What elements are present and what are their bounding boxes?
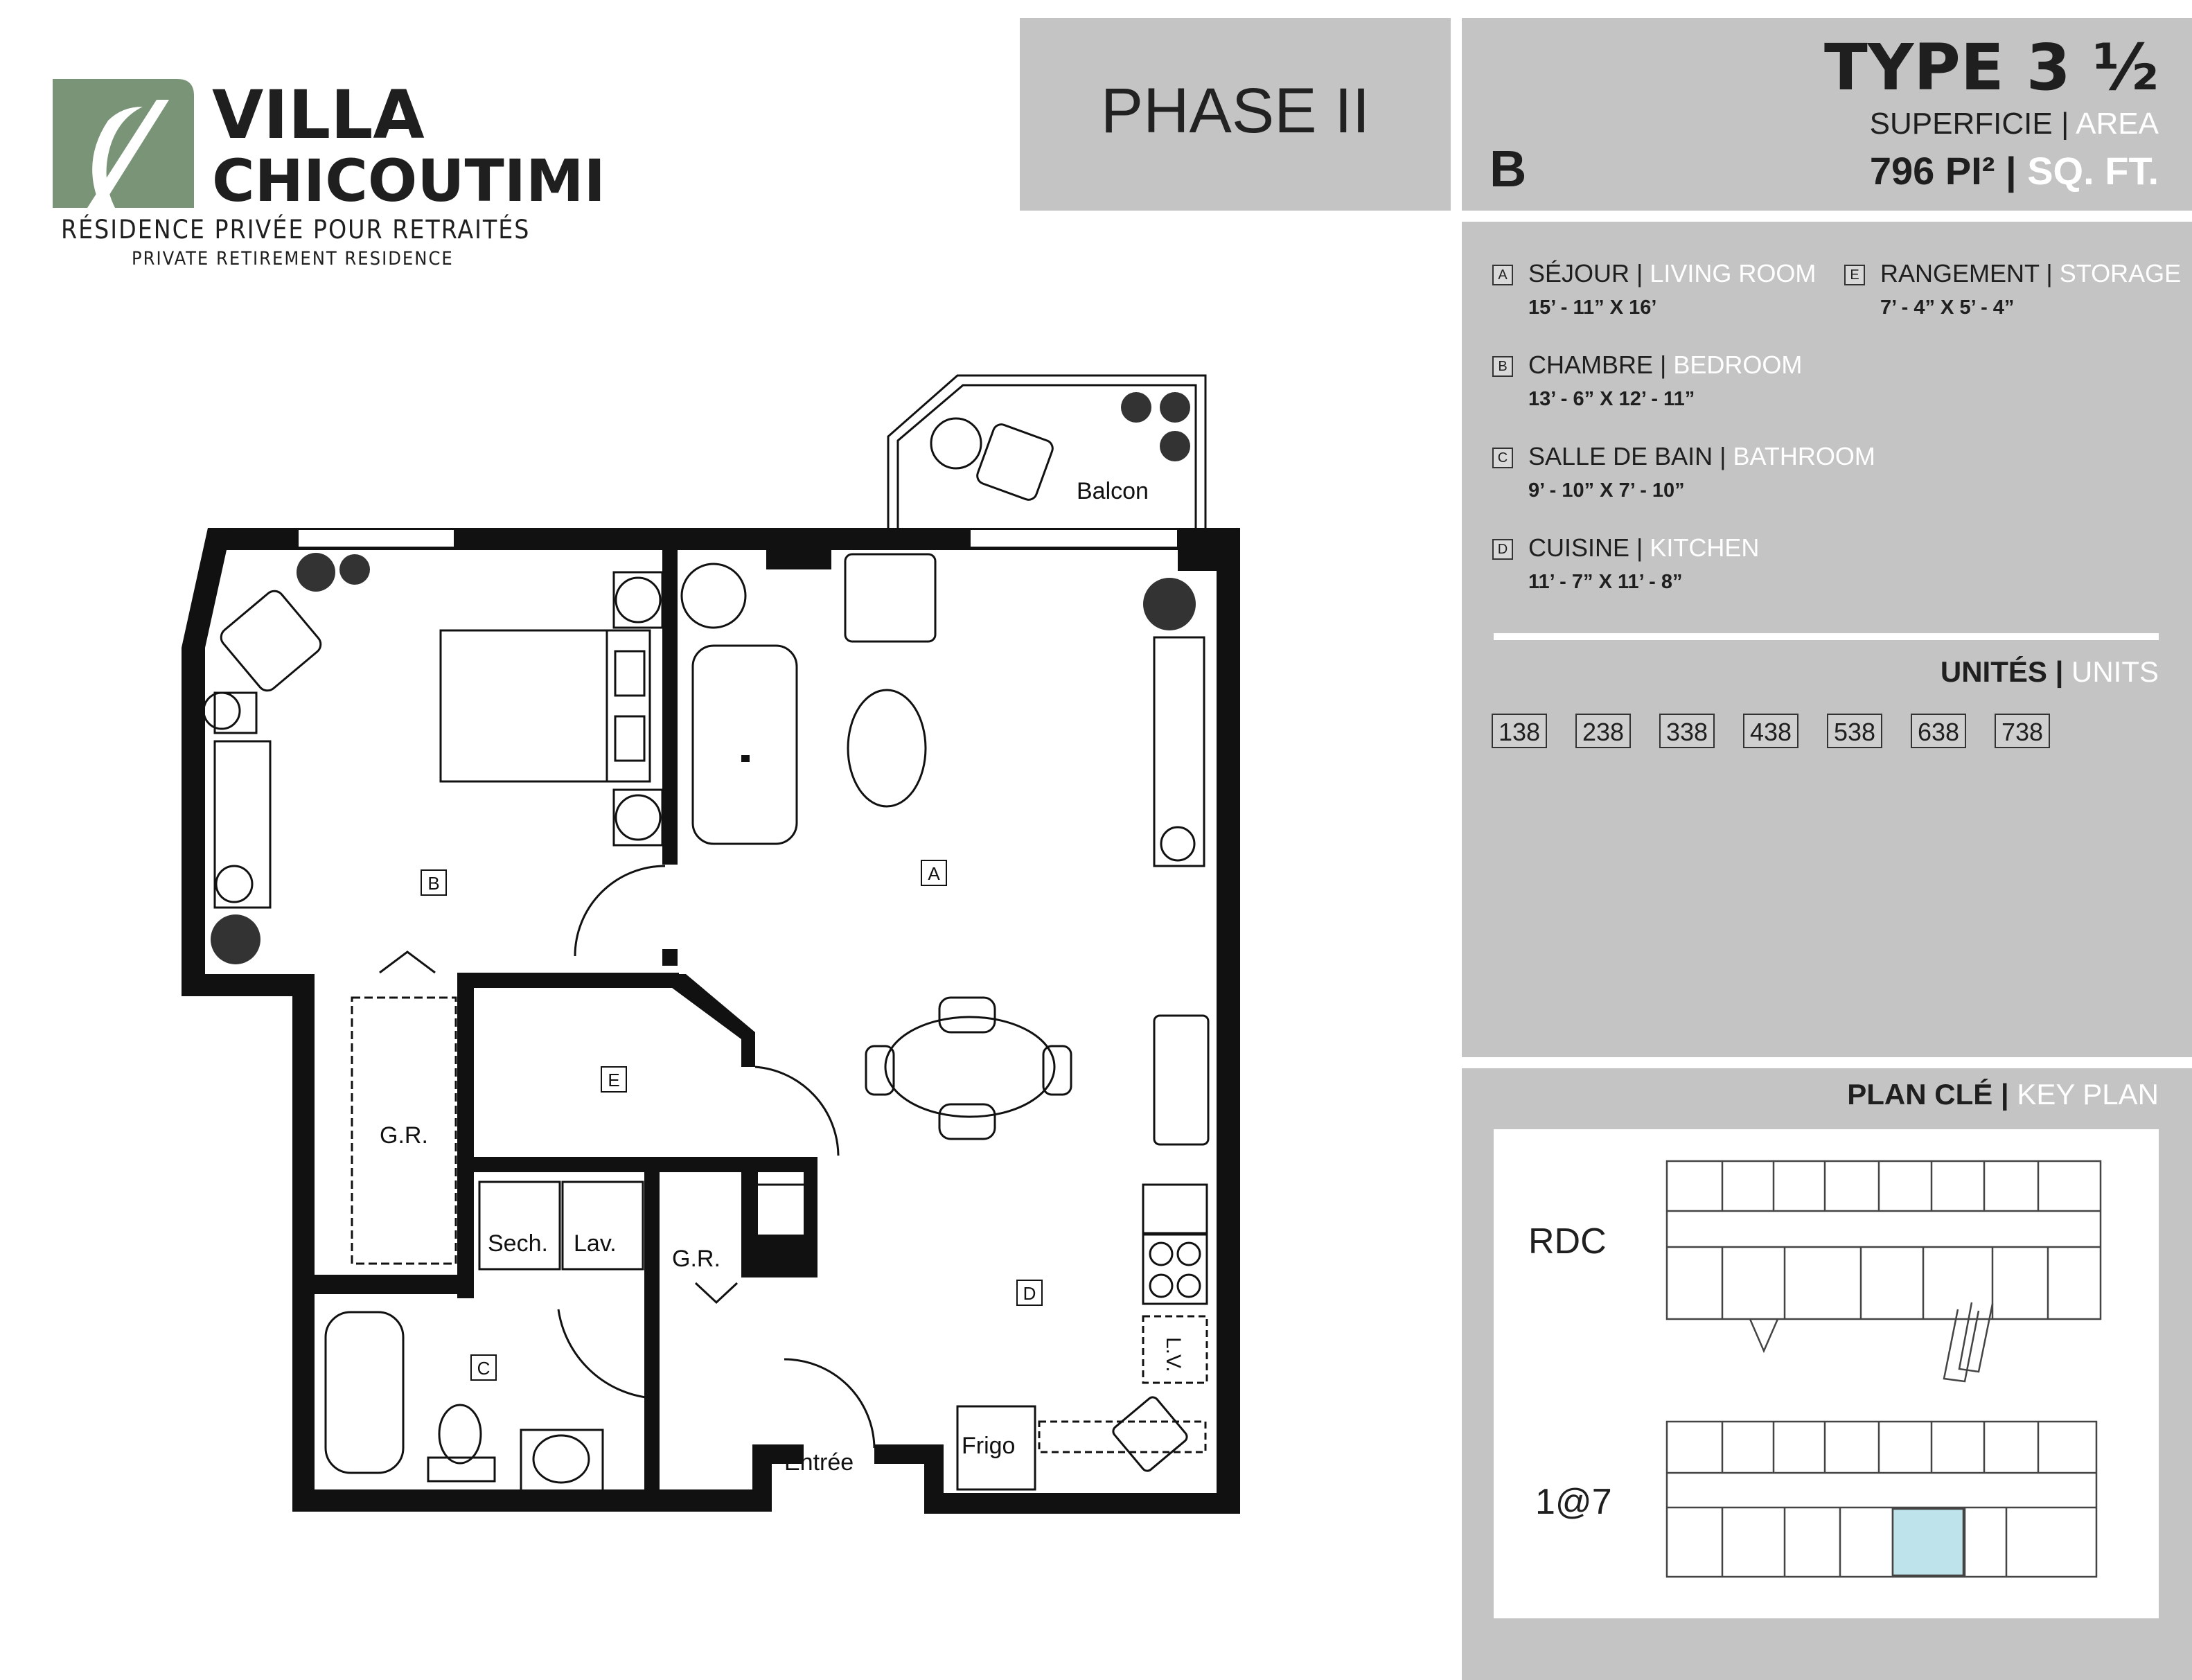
room-name-en-b: BEDROOM <box>1673 351 1803 379</box>
room-key-d: D <box>1492 539 1513 560</box>
balcony <box>888 375 1205 528</box>
label-gr-2: G.R. <box>672 1246 721 1272</box>
label-lav: Lav. <box>574 1230 617 1257</box>
logo-line1: VILLA <box>212 76 425 154</box>
units-label-en: UNITS <box>2071 655 2159 688</box>
room-dims-b: 13’ - 6” X 12’ - 11” <box>1528 388 1695 410</box>
room-dims-a: 15’ - 11” X 16’ <box>1528 297 1657 319</box>
room-key-b: B <box>1492 356 1513 377</box>
walls <box>182 528 1240 1514</box>
logo-line2: CHICOUTIMI <box>212 147 606 215</box>
room-marker-b: B <box>427 873 440 894</box>
unit-538[interactable]: 538 <box>1827 714 1882 748</box>
unit-type-label: TYPE 3 ½ <box>1824 30 2159 105</box>
room-name-en-a: LIVING ROOM <box>1650 259 1817 288</box>
key-plan-label-fr: PLAN CLÉ <box>1847 1078 1993 1111</box>
room-name-fr-a: SÉJOUR <box>1528 259 1630 288</box>
label-frigo: Frigo <box>962 1433 1016 1459</box>
rooms-panel: A SÉJOUR | LIVING ROOM 15’ - 11” X 16’ B CHAMBRE | BEDROOM 13’ - 6” X 12’ - 11” C SALLE DE BAIN | BATHROOM 9’ - 10” X 7’ - 10” D CUISINE | KITCHEN 11’ - 7” X 11’ - 8” E RANGEMENT | STORAGE 7’ - 4” X 5’ - 4” UNITÉS | UNITS <box>1462 222 2192 1057</box>
room-marker-e: E <box>608 1070 620 1090</box>
area-unit-en: SQ. FT. <box>2027 149 2159 193</box>
room-marker-a: A <box>928 863 940 884</box>
key-plan-highlight <box>1893 1509 1963 1575</box>
room-key-e: E <box>1844 265 1865 285</box>
label-gr-1: G.R. <box>380 1122 428 1149</box>
area-label-en: AREA <box>2076 107 2159 141</box>
room-name-fr-d: CUISINE <box>1528 533 1630 562</box>
logo-tagline-fr: RÉSIDENCE PRIVÉE POUR RETRAITÉS <box>61 215 531 245</box>
phase-label: PHASE II <box>1100 76 1370 146</box>
type-panel <box>1462 18 2192 211</box>
unit-138[interactable]: 138 <box>1492 714 1547 748</box>
room-name-en-c: BATHROOM <box>1733 442 1875 470</box>
plant-icons <box>211 392 1196 964</box>
room-key-a: A <box>1492 265 1513 285</box>
unit-letter: B <box>1490 140 1527 197</box>
room-name-en-e: STORAGE <box>2059 259 2182 288</box>
room-dims-e: 7’ - 4” X 5’ - 4” <box>1880 297 2015 319</box>
area-label: SUPERFICIE | AREA <box>1869 107 2159 141</box>
unit-738[interactable]: 738 <box>1995 714 2050 748</box>
label-lv: L.V. <box>1162 1337 1185 1372</box>
room-name-fr-c: SALLE DE BAIN <box>1528 442 1713 470</box>
units-heading: UNITÉS | UNITS <box>1940 655 2159 688</box>
area-value-row: 796 PI² | SQ. FT. <box>1869 149 2159 193</box>
label-sech: Sech. <box>488 1230 548 1257</box>
units-label-fr: UNITÉS <box>1940 655 2047 688</box>
room-dims-c: 9’ - 10” X 7’ - 10” <box>1528 479 1685 502</box>
room-key-c: C <box>1492 448 1513 468</box>
key-plan-panel <box>1462 1068 2192 1680</box>
area-label-fr: SUPERFICIE <box>1869 107 2053 141</box>
unit-338[interactable]: 338 <box>1659 714 1715 748</box>
label-balcon: Balcon <box>1077 478 1149 504</box>
room-name-en-d: KITCHEN <box>1650 533 1760 562</box>
area-value: 796 PI² <box>1869 149 1995 193</box>
key-plan-box <box>1494 1129 2159 1618</box>
room-marker-c: C <box>477 1358 490 1379</box>
key-plan-heading: PLAN CLÉ | KEY PLAN <box>1847 1078 2159 1111</box>
key-plan-floor-1to7: 1@7 <box>1535 1482 1612 1522</box>
unit-638[interactable]: 638 <box>1911 714 1966 748</box>
key-plan-label-en: KEY PLAN <box>2017 1078 2159 1111</box>
label-entree: Entrée <box>784 1449 854 1476</box>
room-name-fr-b: CHAMBRE <box>1528 351 1654 379</box>
unit-438[interactable]: 438 <box>1743 714 1798 748</box>
divider <box>1494 633 2159 640</box>
room-marker-d: D <box>1023 1283 1036 1304</box>
key-plan-floor-rdc: RDC <box>1528 1221 1607 1262</box>
service-rooms <box>326 952 874 1491</box>
room-name-fr-e: RANGEMENT <box>1880 259 2040 288</box>
key-plan-drawing <box>1494 1129 2159 1618</box>
unit-238[interactable]: 238 <box>1575 714 1631 748</box>
logo-tagline-en: PRIVATE RETIREMENT RESIDENCE <box>132 248 454 269</box>
room-dims-d: 11’ - 7” X 11’ - 8” <box>1528 571 1683 593</box>
bedroom-furniture <box>204 572 662 908</box>
